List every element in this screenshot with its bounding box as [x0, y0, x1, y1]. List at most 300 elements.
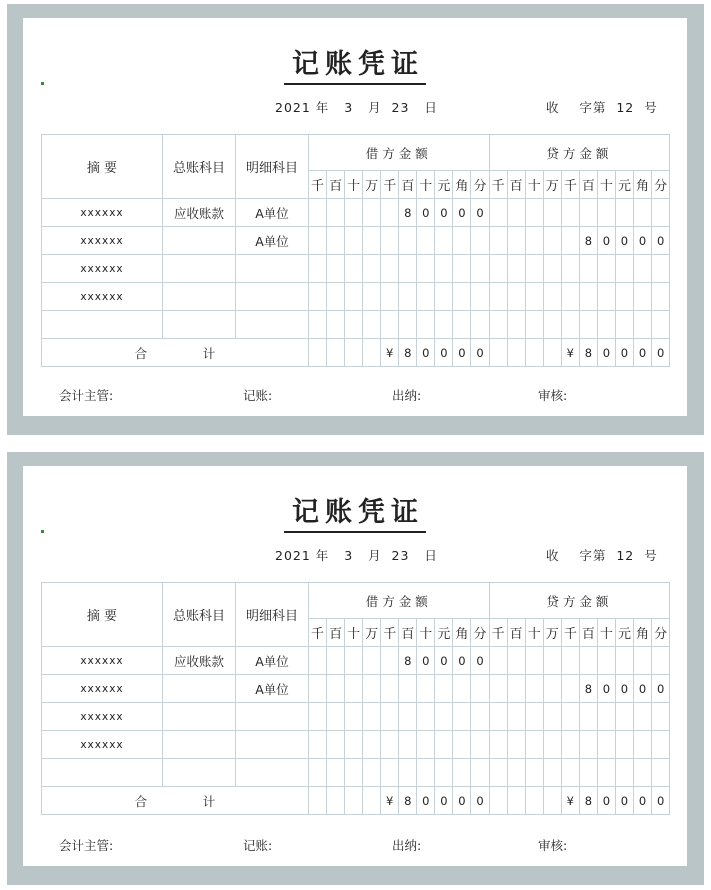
credit-digit-cell[interactable]	[489, 731, 507, 759]
debit-digit-cell[interactable]	[417, 227, 435, 255]
debit-digit-cell[interactable]	[435, 703, 453, 731]
voucher-frame-2	[7, 452, 704, 885]
general-account-cell[interactable]: 应收账款	[163, 199, 236, 227]
footer-auditor: 审核:	[538, 838, 568, 853]
credit-digit-header-4: 千	[561, 171, 579, 199]
total-credit-digit-cell: 0	[597, 339, 615, 367]
debit-digit-cell[interactable]: 0	[417, 199, 435, 227]
total-credit-digit-cell: 8	[579, 339, 597, 367]
debit-digit-cell[interactable]	[345, 731, 363, 759]
credit-digit-cell[interactable]	[615, 311, 633, 339]
debit-digit-header-2: 十	[345, 619, 363, 647]
credit-digit-header-8: 角	[633, 171, 651, 199]
debit-digit-cell[interactable]	[417, 703, 435, 731]
credit-digit-cell[interactable]	[597, 731, 615, 759]
header-credit: 贷方金额	[489, 583, 670, 619]
credit-digit-cell[interactable]	[633, 255, 651, 283]
table-row	[42, 647, 670, 675]
debit-digit-cell[interactable]	[381, 759, 399, 787]
debit-digit-cell[interactable]: 0	[417, 647, 435, 675]
credit-digit-cell[interactable]: 8	[579, 227, 597, 255]
credit-digit-cell[interactable]	[489, 703, 507, 731]
debit-digit-cell[interactable]	[381, 255, 399, 283]
credit-digit-cell[interactable]	[525, 199, 543, 227]
credit-digit-cell[interactable]	[561, 199, 579, 227]
credit-digit-cell[interactable]	[579, 647, 597, 675]
debit-digit-cell[interactable]	[381, 311, 399, 339]
debit-digit-cell[interactable]	[471, 759, 489, 787]
debit-digit-cell[interactable]	[399, 283, 417, 311]
summary-cell[interactable]: xxxxxx	[42, 647, 163, 675]
total-debit-digit-cell	[345, 339, 363, 367]
debit-digit-header-6: 十	[417, 619, 435, 647]
header-debit: 借方金额	[309, 135, 490, 171]
total-credit-digit-cell: 0	[615, 339, 633, 367]
footer-bookkeeper: 记账:	[243, 838, 273, 853]
general-account-cell[interactable]	[163, 255, 236, 283]
debit-digit-cell[interactable]	[381, 647, 399, 675]
detail-account-cell[interactable]: A单位	[236, 227, 309, 255]
credit-digit-cell[interactable]: 0	[652, 227, 670, 255]
credit-digit-cell[interactable]	[579, 199, 597, 227]
credit-digit-cell[interactable]	[507, 227, 525, 255]
debit-digit-cell[interactable]	[435, 283, 453, 311]
total-debit-digit-cell	[327, 787, 345, 815]
debit-digit-cell[interactable]	[327, 703, 345, 731]
summary-cell[interactable]: xxxxxx	[42, 675, 163, 703]
debit-digit-cell[interactable]	[435, 675, 453, 703]
credit-digit-cell[interactable]	[652, 759, 670, 787]
credit-digit-cell[interactable]	[507, 703, 525, 731]
voucher-1	[23, 18, 687, 416]
debit-digit-header-2: 十	[345, 171, 363, 199]
credit-digit-cell[interactable]	[615, 199, 633, 227]
detail-account-cell[interactable]: A单位	[236, 199, 309, 227]
credit-digit-cell[interactable]	[561, 283, 579, 311]
credit-digit-cell[interactable]	[615, 647, 633, 675]
credit-digit-cell[interactable]	[525, 283, 543, 311]
credit-digit-cell[interactable]	[652, 311, 670, 339]
general-account-cell[interactable]	[163, 283, 236, 311]
credit-digit-cell[interactable]	[652, 703, 670, 731]
total-credit-digit-cell: ¥	[561, 787, 579, 815]
credit-digit-cell[interactable]	[633, 311, 651, 339]
credit-digit-cell[interactable]	[579, 731, 597, 759]
credit-digit-cell[interactable]	[597, 255, 615, 283]
voucher-number: 收 字第 12 号	[546, 100, 658, 115]
general-account-cell[interactable]	[163, 227, 236, 255]
credit-digit-cell[interactable]	[489, 311, 507, 339]
credit-digit-cell[interactable]	[597, 199, 615, 227]
header-general-account: 总账科目	[163, 135, 236, 199]
debit-digit-cell[interactable]	[345, 759, 363, 787]
debit-digit-cell[interactable]: 0	[453, 199, 471, 227]
credit-digit-cell[interactable]	[507, 759, 525, 787]
debit-digit-cell[interactable]	[453, 227, 471, 255]
debit-digit-cell[interactable]	[435, 759, 453, 787]
debit-digit-header-4: 千	[381, 171, 399, 199]
voucher-date: 2021 年 3 月 23 日	[275, 548, 438, 563]
debit-digit-cell[interactable]	[417, 675, 435, 703]
credit-digit-cell[interactable]: 0	[633, 675, 651, 703]
total-credit-digit-cell: 0	[652, 339, 670, 367]
credit-digit-cell[interactable]	[561, 311, 579, 339]
debit-digit-cell[interactable]	[309, 731, 327, 759]
total-debit-digit-cell: 0	[435, 787, 453, 815]
table-row	[42, 199, 670, 227]
credit-digit-cell[interactable]: 0	[615, 227, 633, 255]
total-debit-digit-cell	[309, 339, 327, 367]
credit-digit-cell[interactable]	[507, 255, 525, 283]
debit-digit-header-1: 百	[327, 619, 345, 647]
voucher-number: 收 字第 12 号	[546, 548, 658, 563]
credit-digit-cell[interactable]	[489, 647, 507, 675]
detail-account-cell[interactable]: A单位	[236, 647, 309, 675]
credit-digit-cell[interactable]	[615, 283, 633, 311]
credit-digit-header-3: 万	[543, 619, 561, 647]
debit-digit-cell[interactable]	[309, 283, 327, 311]
credit-digit-cell[interactable]	[579, 311, 597, 339]
total-row	[42, 339, 670, 367]
total-debit-digit-cell: 0	[435, 339, 453, 367]
debit-digit-cell[interactable]	[471, 703, 489, 731]
debit-digit-cell[interactable]	[309, 199, 327, 227]
credit-digit-cell[interactable]	[615, 759, 633, 787]
debit-digit-cell[interactable]	[345, 647, 363, 675]
total-debit-digit-cell	[363, 339, 381, 367]
debit-digit-cell[interactable]	[471, 311, 489, 339]
credit-digit-cell[interactable]	[633, 703, 651, 731]
debit-digit-header-5: 百	[399, 171, 417, 199]
credit-digit-cell[interactable]	[489, 227, 507, 255]
total-credit-digit-cell	[507, 787, 525, 815]
debit-digit-cell[interactable]	[327, 675, 345, 703]
debit-digit-cell[interactable]	[453, 703, 471, 731]
detail-account-cell[interactable]	[236, 703, 309, 731]
total-credit-digit-cell: ¥	[561, 339, 579, 367]
credit-digit-cell[interactable]	[652, 255, 670, 283]
credit-digit-cell[interactable]	[489, 283, 507, 311]
debit-digit-cell[interactable]	[471, 283, 489, 311]
debit-digit-cell[interactable]	[327, 199, 345, 227]
debit-digit-cell[interactable]	[453, 731, 471, 759]
general-account-cell[interactable]	[163, 731, 236, 759]
total-debit-digit-cell: 0	[417, 339, 435, 367]
debit-digit-cell[interactable]	[381, 199, 399, 227]
debit-digit-cell[interactable]	[399, 675, 417, 703]
credit-digit-header-7: 元	[615, 619, 633, 647]
total-debit-digit-cell: 8	[399, 787, 417, 815]
credit-digit-cell[interactable]	[525, 731, 543, 759]
credit-digit-cell[interactable]	[652, 731, 670, 759]
detail-account-cell[interactable]: A单位	[236, 675, 309, 703]
detail-account-cell[interactable]	[236, 311, 309, 339]
table-row	[42, 255, 670, 283]
credit-digit-cell[interactable]	[489, 759, 507, 787]
credit-digit-cell[interactable]	[507, 675, 525, 703]
credit-digit-cell[interactable]	[561, 731, 579, 759]
debit-digit-cell[interactable]	[345, 703, 363, 731]
credit-digit-cell[interactable]	[615, 731, 633, 759]
debit-digit-cell[interactable]	[471, 675, 489, 703]
credit-digit-cell[interactable]	[615, 703, 633, 731]
debit-digit-cell[interactable]	[345, 227, 363, 255]
total-credit-digit-cell: 8	[579, 787, 597, 815]
credit-digit-cell[interactable]	[543, 255, 561, 283]
debit-digit-cell[interactable]	[345, 675, 363, 703]
debit-digit-cell[interactable]	[381, 283, 399, 311]
summary-cell[interactable]: xxxxxx	[42, 703, 163, 731]
debit-digit-cell[interactable]	[363, 647, 381, 675]
summary-cell[interactable]: xxxxxx	[42, 199, 163, 227]
credit-digit-cell[interactable]	[507, 647, 525, 675]
credit-digit-cell[interactable]	[543, 731, 561, 759]
debit-digit-cell[interactable]	[363, 199, 381, 227]
credit-digit-cell[interactable]	[507, 731, 525, 759]
credit-digit-cell[interactable]	[507, 311, 525, 339]
credit-digit-cell[interactable]	[525, 675, 543, 703]
credit-digit-cell[interactable]	[633, 283, 651, 311]
debit-digit-cell[interactable]	[363, 227, 381, 255]
table-row	[42, 227, 670, 255]
header-detail-account: 明细科目	[236, 583, 309, 647]
debit-digit-cell[interactable]	[453, 675, 471, 703]
debit-digit-cell[interactable]: 0	[471, 647, 489, 675]
credit-digit-cell[interactable]	[652, 283, 670, 311]
debit-digit-cell[interactable]	[309, 647, 327, 675]
debit-digit-header-8: 角	[453, 171, 471, 199]
credit-digit-cell[interactable]	[633, 199, 651, 227]
debit-digit-cell[interactable]	[327, 227, 345, 255]
debit-digit-cell[interactable]: 0	[453, 647, 471, 675]
debit-digit-cell[interactable]	[381, 675, 399, 703]
credit-digit-cell[interactable]: 0	[652, 675, 670, 703]
debit-digit-cell[interactable]	[327, 283, 345, 311]
debit-digit-cell[interactable]	[327, 759, 345, 787]
credit-digit-cell[interactable]	[597, 311, 615, 339]
total-credit-digit-cell	[525, 787, 543, 815]
debit-digit-cell[interactable]	[471, 227, 489, 255]
summary-cell[interactable]	[42, 759, 163, 787]
credit-digit-cell[interactable]	[633, 759, 651, 787]
debit-digit-header-0: 千	[309, 171, 327, 199]
debit-digit-cell[interactable]	[435, 311, 453, 339]
summary-cell[interactable]: xxxxxx	[42, 731, 163, 759]
debit-digit-cell[interactable]	[471, 255, 489, 283]
debit-digit-cell[interactable]	[309, 703, 327, 731]
debit-digit-cell[interactable]	[309, 311, 327, 339]
voucher-title: 记账凭证	[23, 42, 687, 81]
credit-digit-cell[interactable]	[579, 283, 597, 311]
debit-digit-cell[interactable]	[309, 227, 327, 255]
header-detail-account: 明细科目	[236, 135, 309, 199]
debit-digit-cell[interactable]	[453, 283, 471, 311]
debit-digit-cell[interactable]	[417, 731, 435, 759]
debit-digit-cell[interactable]	[345, 283, 363, 311]
voucher-2	[23, 466, 687, 866]
debit-digit-cell[interactable]	[399, 227, 417, 255]
summary-cell[interactable]	[42, 311, 163, 339]
header-credit: 贷方金额	[489, 135, 670, 171]
debit-digit-cell[interactable]	[363, 311, 381, 339]
debit-digit-cell[interactable]: 8	[399, 199, 417, 227]
debit-digit-cell[interactable]	[363, 703, 381, 731]
credit-digit-cell[interactable]	[543, 227, 561, 255]
credit-digit-header-4: 千	[561, 619, 579, 647]
credit-digit-cell[interactable]	[543, 283, 561, 311]
general-account-cell[interactable]	[163, 675, 236, 703]
debit-digit-cell[interactable]	[345, 199, 363, 227]
debit-digit-cell[interactable]	[363, 759, 381, 787]
debit-digit-cell[interactable]	[327, 255, 345, 283]
detail-account-cell[interactable]	[236, 283, 309, 311]
debit-digit-cell[interactable]	[363, 255, 381, 283]
credit-digit-cell[interactable]: 0	[633, 227, 651, 255]
general-account-cell[interactable]	[163, 759, 236, 787]
debit-digit-cell[interactable]	[435, 731, 453, 759]
detail-account-cell[interactable]	[236, 255, 309, 283]
credit-digit-cell[interactable]	[597, 283, 615, 311]
debit-digit-cell[interactable]	[399, 703, 417, 731]
debit-digit-cell[interactable]	[345, 311, 363, 339]
debit-digit-cell[interactable]	[453, 759, 471, 787]
debit-digit-cell[interactable]	[363, 283, 381, 311]
credit-digit-cell[interactable]	[597, 647, 615, 675]
debit-digit-cell[interactable]	[453, 255, 471, 283]
debit-digit-cell[interactable]	[399, 759, 417, 787]
credit-digit-header-8: 角	[633, 619, 651, 647]
credit-digit-cell[interactable]	[561, 255, 579, 283]
debit-digit-header-3: 万	[363, 619, 381, 647]
debit-digit-cell[interactable]: 0	[471, 199, 489, 227]
credit-digit-cell[interactable]	[525, 227, 543, 255]
general-account-cell[interactable]	[163, 703, 236, 731]
credit-digit-cell[interactable]	[525, 311, 543, 339]
table-row	[42, 731, 670, 759]
credit-digit-cell[interactable]	[489, 675, 507, 703]
detail-account-cell[interactable]	[236, 731, 309, 759]
debit-digit-cell[interactable]	[471, 731, 489, 759]
debit-digit-cell[interactable]	[435, 227, 453, 255]
debit-digit-cell[interactable]	[417, 311, 435, 339]
credit-digit-cell[interactable]	[543, 199, 561, 227]
credit-digit-cell[interactable]	[561, 703, 579, 731]
debit-digit-cell[interactable]	[327, 647, 345, 675]
debit-digit-header-7: 元	[435, 171, 453, 199]
debit-digit-cell[interactable]	[381, 731, 399, 759]
credit-digit-cell[interactable]	[525, 759, 543, 787]
credit-digit-cell[interactable]	[525, 703, 543, 731]
total-credit-digit-cell	[543, 787, 561, 815]
credit-digit-cell[interactable]	[633, 647, 651, 675]
credit-digit-cell[interactable]: 0	[597, 675, 615, 703]
credit-digit-cell[interactable]	[579, 255, 597, 283]
debit-digit-cell[interactable]	[363, 731, 381, 759]
debit-digit-cell[interactable]	[309, 255, 327, 283]
credit-digit-cell[interactable]	[597, 703, 615, 731]
debit-digit-cell[interactable]	[399, 255, 417, 283]
debit-digit-cell[interactable]	[453, 311, 471, 339]
debit-digit-cell[interactable]: 0	[435, 647, 453, 675]
credit-digit-cell[interactable]	[579, 759, 597, 787]
summary-cell[interactable]: xxxxxx	[42, 227, 163, 255]
summary-cell[interactable]: xxxxxx	[42, 283, 163, 311]
detail-account-cell[interactable]	[236, 759, 309, 787]
debit-digit-cell[interactable]	[327, 731, 345, 759]
credit-digit-cell[interactable]	[561, 647, 579, 675]
debit-digit-cell[interactable]	[435, 255, 453, 283]
header-general-account: 总账科目	[163, 583, 236, 647]
total-debit-digit-cell: 8	[399, 339, 417, 367]
credit-digit-cell[interactable]	[507, 283, 525, 311]
total-debit-digit-cell: 0	[417, 787, 435, 815]
total-debit-digit-cell: 0	[453, 787, 471, 815]
debit-digit-cell[interactable]	[399, 311, 417, 339]
debit-digit-cell[interactable]	[399, 731, 417, 759]
credit-digit-cell[interactable]	[597, 759, 615, 787]
credit-digit-cell[interactable]	[507, 199, 525, 227]
credit-digit-cell[interactable]	[543, 703, 561, 731]
credit-digit-cell[interactable]	[561, 759, 579, 787]
summary-cell[interactable]: xxxxxx	[42, 255, 163, 283]
debit-digit-cell[interactable]	[381, 227, 399, 255]
debit-digit-cell[interactable]	[363, 675, 381, 703]
credit-digit-cell[interactable]	[652, 647, 670, 675]
credit-digit-header-5: 百	[579, 171, 597, 199]
credit-digit-cell[interactable]	[489, 255, 507, 283]
credit-digit-cell[interactable]	[543, 311, 561, 339]
credit-digit-cell[interactable]	[652, 199, 670, 227]
credit-digit-cell[interactable]: 8	[579, 675, 597, 703]
debit-digit-cell[interactable]	[381, 703, 399, 731]
credit-digit-cell[interactable]	[525, 647, 543, 675]
table-row	[42, 311, 670, 339]
header-summary: 摘 要	[42, 583, 163, 647]
credit-digit-cell[interactable]	[561, 227, 579, 255]
credit-digit-cell[interactable]: 0	[597, 227, 615, 255]
credit-digit-cell[interactable]	[561, 675, 579, 703]
total-debit-digit-cell	[345, 787, 363, 815]
total-credit-digit-cell: 0	[597, 787, 615, 815]
credit-digit-cell[interactable]	[543, 759, 561, 787]
credit-digit-cell[interactable]	[525, 255, 543, 283]
credit-digit-cell[interactable]	[489, 199, 507, 227]
green-mark-icon	[41, 530, 44, 533]
debit-digit-cell[interactable]	[327, 311, 345, 339]
credit-digit-cell[interactable]	[543, 647, 561, 675]
debit-digit-cell[interactable]	[417, 283, 435, 311]
footer-supervisor: 会计主管:	[59, 838, 114, 853]
debit-digit-cell[interactable]	[417, 255, 435, 283]
footer-supervisor: 会计主管:	[59, 388, 114, 403]
credit-digit-cell[interactable]	[579, 703, 597, 731]
debit-digit-cell[interactable]	[309, 759, 327, 787]
credit-digit-cell[interactable]	[615, 255, 633, 283]
debit-digit-cell[interactable]	[309, 675, 327, 703]
debit-digit-cell[interactable]: 0	[435, 199, 453, 227]
debit-digit-cell[interactable]	[417, 759, 435, 787]
debit-digit-header-3: 万	[363, 171, 381, 199]
general-account-cell[interactable]: 应收账款	[163, 647, 236, 675]
credit-digit-cell[interactable]	[543, 675, 561, 703]
general-account-cell[interactable]	[163, 311, 236, 339]
total-label: 合 计	[42, 787, 309, 815]
debit-digit-cell[interactable]: 8	[399, 647, 417, 675]
debit-digit-cell[interactable]	[345, 255, 363, 283]
credit-digit-cell[interactable]: 0	[615, 675, 633, 703]
total-row	[42, 787, 670, 815]
credit-digit-cell[interactable]	[633, 731, 651, 759]
